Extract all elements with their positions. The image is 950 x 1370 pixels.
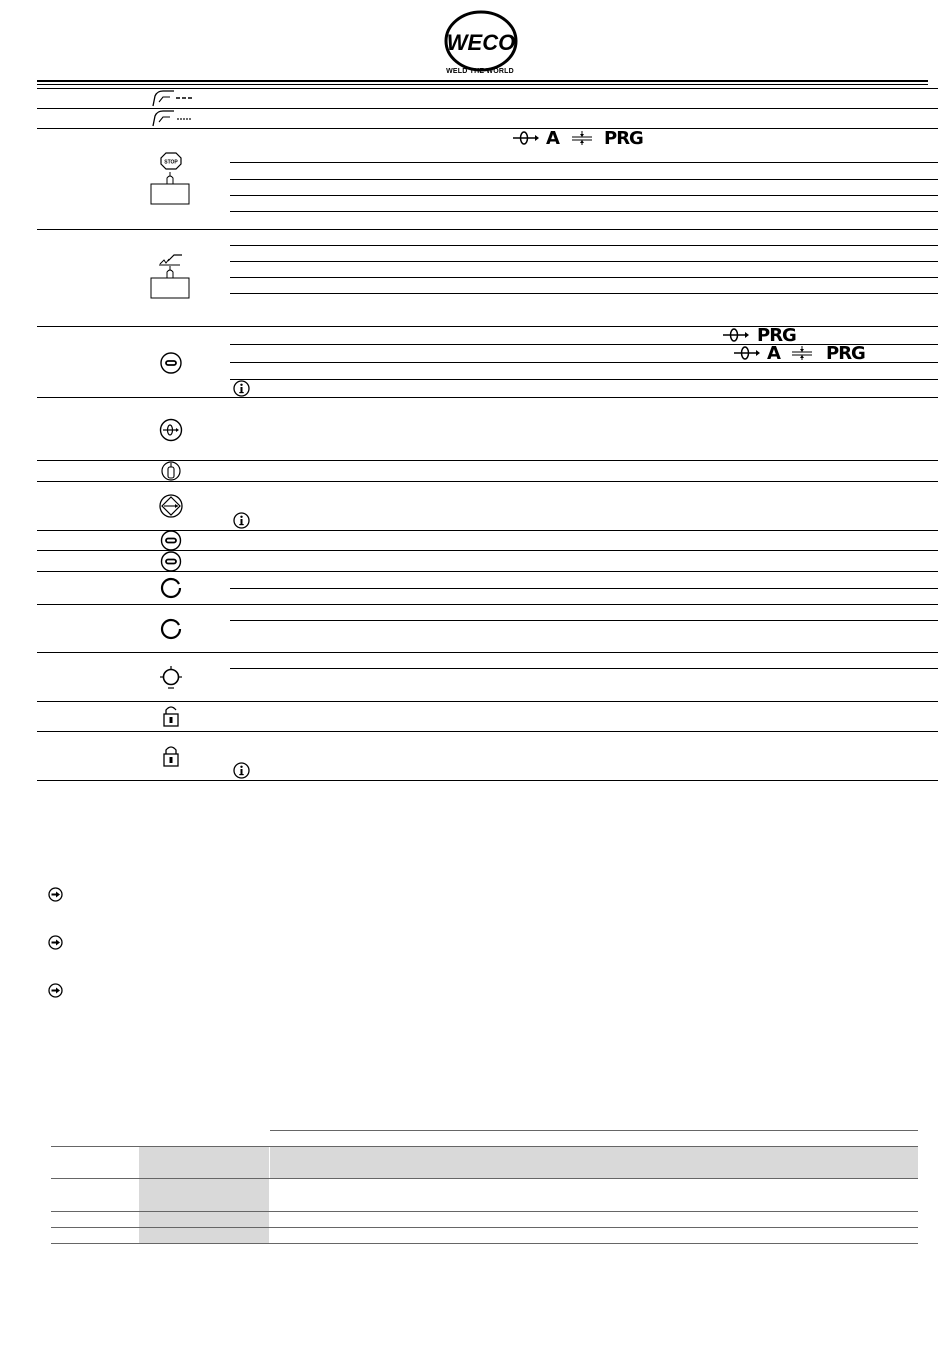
table-row-line <box>37 652 938 653</box>
table-subrow-line <box>230 277 938 278</box>
table-row-line <box>37 701 938 702</box>
table-subrow-line <box>230 588 938 589</box>
brand-text: WECO <box>446 30 516 55</box>
oval-button-icon <box>159 551 183 577</box>
knob-icon <box>159 576 183 605</box>
bottom-table-line <box>51 1211 918 1212</box>
bottom-table-line <box>51 1227 918 1228</box>
wire-speed-symbol <box>733 344 761 367</box>
table-row-line <box>37 397 938 398</box>
wire-speed-button-icon <box>159 418 183 447</box>
table-row-line <box>37 780 938 781</box>
knob-icon <box>159 617 183 646</box>
info-icon <box>233 512 250 534</box>
table-subrow-line <box>230 211 938 212</box>
arrow-bullet-icon <box>48 935 63 950</box>
oval-button-icon <box>159 352 183 379</box>
info-icon <box>233 762 250 784</box>
bottom-table-line <box>51 1146 918 1147</box>
thickness-symbol <box>570 130 594 151</box>
gas-cylinder-icon <box>160 461 182 486</box>
encoder-knob-icon <box>159 665 183 696</box>
current-symbol: A <box>767 343 781 364</box>
arrow-bullet-icon <box>48 983 63 998</box>
table-subrow-line <box>230 179 938 180</box>
program-symbol: PRG <box>604 128 643 149</box>
current-symbol: A <box>546 128 560 149</box>
table-subrow-line <box>230 261 938 262</box>
table-subrow-line <box>230 620 938 621</box>
header-rule-bottom <box>37 84 928 85</box>
arrow-bullet-icon <box>48 887 63 902</box>
table-row-line <box>37 229 938 230</box>
table-subrow-line <box>230 162 938 163</box>
torch-4t-icon <box>150 108 194 133</box>
table-row-line <box>37 326 938 327</box>
unlock-icon <box>162 705 180 732</box>
table-subrow-line <box>230 668 938 669</box>
bottom-table-line <box>51 1243 918 1244</box>
table-subrow-line <box>230 195 938 196</box>
bottom-table-line <box>270 1130 918 1131</box>
stop-label: STOP <box>164 159 178 166</box>
push-key-icon <box>150 172 192 211</box>
bottom-table-shaded-header <box>270 1146 918 1178</box>
table-subrow-line <box>230 245 938 246</box>
table-subrow-line <box>230 379 938 380</box>
table-subrow-line <box>230 293 938 294</box>
thickness-symbol <box>790 345 814 366</box>
wire-speed-symbol <box>512 129 540 152</box>
brand-tagline: WELD THE WORLD <box>446 68 514 75</box>
bottom-table-line <box>51 1178 918 1179</box>
weco-logo <box>443 10 523 72</box>
info-icon <box>233 380 250 402</box>
program-symbol: PRG <box>826 343 865 364</box>
diamond-button-icon <box>158 494 184 523</box>
program-symbol: PRG <box>757 325 796 346</box>
push-key-icon <box>150 266 192 305</box>
lock-icon <box>162 745 180 772</box>
bottom-table-shaded-column <box>139 1146 269 1244</box>
header-rule-top <box>37 80 928 82</box>
